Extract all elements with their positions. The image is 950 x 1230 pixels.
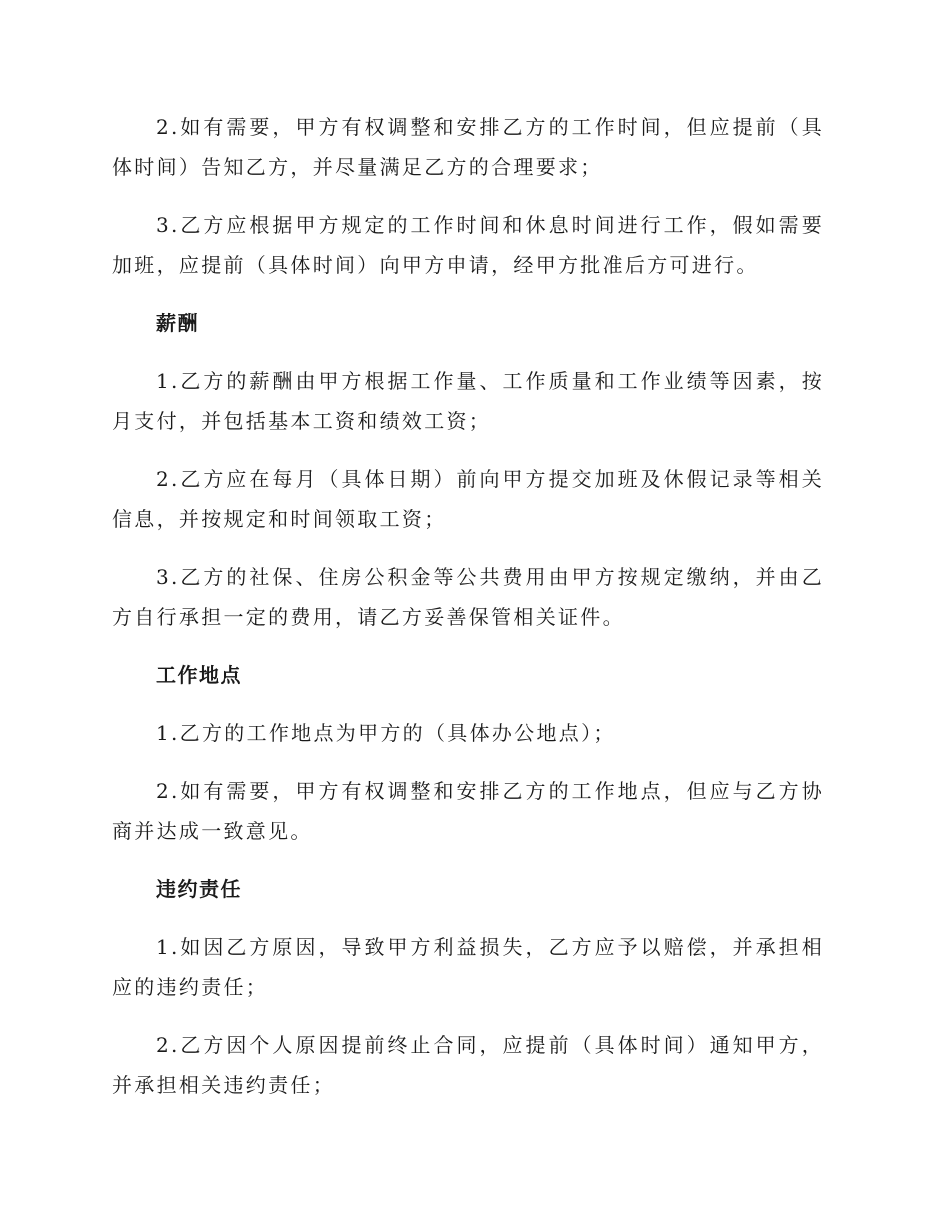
work-time-clause-2: 2.如有需要，甲方有权调整和安排乙方的工作时间，但应提前（具体时间）告知乙方，并尽量满足乙方的合理要求；: [112, 115, 824, 179]
location-heading: 工作地点: [156, 663, 242, 687]
document-page: [112, 107, 824, 1123]
breach-clause-2: 2.乙方因个人原因提前终止合同，应提前（具体时间）通知甲方，并承担相关违约责任；: [112, 1033, 824, 1097]
breach-heading: 违约责任: [156, 877, 242, 901]
salary-clause-1: 1.乙方的薪酬由甲方根据工作量、工作质量和工作业绩等因素，按月支付，并包括基本工资和绩效工资；: [112, 369, 824, 433]
breach-clause-1: 1.如因乙方原因，导致甲方利益损失，乙方应予以赔偿，并承担相应的违约责任；: [112, 935, 824, 999]
location-clause-2: 2.如有需要，甲方有权调整和安排乙方的工作地点，但应与乙方协商并达成一致意见。: [112, 779, 824, 843]
work-time-clause-3: 3.乙方应根据甲方规定的工作时间和休息时间进行工作，假如需要加班，应提前（具体时间）向甲方申请，经甲方批准后方可进行。: [112, 213, 824, 277]
salary-heading: 薪酬: [156, 311, 199, 335]
location-clause-1: 1.乙方的工作地点为甲方的（具体办公地点）；: [156, 721, 616, 745]
salary-clause-3: 3.乙方的社保、住房公积金等公共费用由甲方按规定缴纳，并由乙方自行承担一定的费用，请乙方妥善保管相关证件。: [112, 565, 824, 629]
salary-clause-2: 2.乙方应在每月（具体日期）前向甲方提交加班及休假记录等相关信息，并按规定和时间领取工资；: [112, 467, 824, 531]
